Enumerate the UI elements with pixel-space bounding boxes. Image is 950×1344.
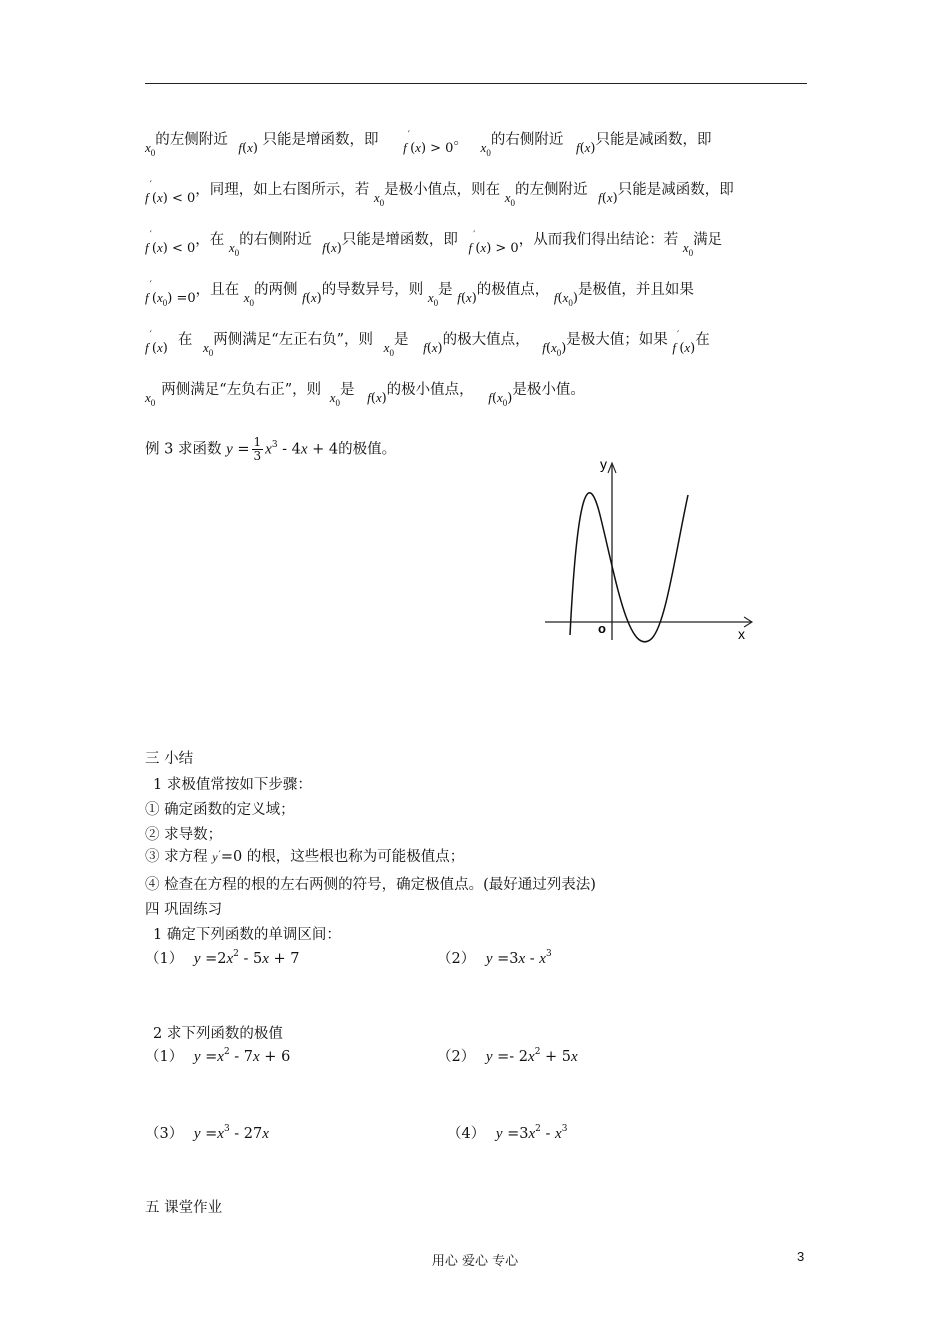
paragraph-line-5: f′(x)在 $x_0$两侧满足“左正右负”，则 $x_0$是 f(x)的极大值点， $f(x_0)$是极大值；如果 f′(x)在 xyxy=(145,330,710,358)
practice-heading: 四 巩固练习 xyxy=(145,902,223,918)
example-3-line: 例 3 求函数 y = $\frac{1}{3}$ $x^3 - 4x + 4$的极值。 xyxy=(145,435,397,463)
summary-heading: 三 小结 xyxy=(145,751,194,767)
paragraph-line-6: $x_0$两侧满足“左负右正”，则 $x_0$是 f(x)的极小值点， $f(x_0)$是极小值。 xyxy=(145,382,585,408)
practice-q2-item-1: （1） $y =x^2 - 7x + 6$ xyxy=(145,1047,291,1065)
summary-step-3: ③ 求方程 y′=0 的根，这些根也称为可能极值点； xyxy=(145,849,465,865)
summary-step-1: ① 确定函数的定义域； xyxy=(145,802,295,818)
page-number: 3 xyxy=(797,1249,805,1264)
curve xyxy=(570,493,688,642)
paragraph-line-1: $x_0$的左侧附近 f(x) 只能是增函数，即 f′(x) > 0。 $x_0$的右侧附近 f(x)只能是减函数，即 xyxy=(145,130,712,158)
practice-q2-item-2: （2） $y =- 2x^2 + 5x$ xyxy=(437,1047,578,1065)
practice-q2-item-4: （4） $y =3x^2 - x^3$ xyxy=(447,1124,568,1142)
homework-heading: 五 课堂作业 xyxy=(145,1200,223,1216)
paragraph-line-2: f′(x) < 0，同理，如上右图所示，若 $x_0$是极小值点，则在 $x_0$的左侧附近 f(x)只能是减函数，即 xyxy=(145,180,734,208)
summary-intro: 1 求极值常按如下步骤： xyxy=(153,777,312,793)
practice-q1: 1 确定下列函数的单调区间： xyxy=(153,927,341,943)
paragraph-line-4: $f'(x_0) =0$，且在 $x_0$的两侧 f(x)的导数异号，则 $x_0$是 f(x)的极值点， $f(x_0)$是极值，并且如果 xyxy=(145,280,694,308)
header-rule xyxy=(145,83,807,84)
x-axis-label: x xyxy=(738,626,745,642)
practice-q2: 2 求下列函数的极值 xyxy=(153,1026,283,1042)
cubic-graph xyxy=(540,455,770,655)
paragraph-line-3: f′(x) < 0，在 $x_0$的右侧附近 f(x)只能是增函数，即 f′(x) > 0，从而我们得出结论：若 $x_0$满足 xyxy=(145,230,723,258)
origin-label: o xyxy=(598,621,606,636)
summary-step-4: ④ 检查在方程的根的左右两侧的符号，确定极值点。(最好通过列表法) xyxy=(145,877,596,893)
y-axis-label: y xyxy=(600,456,607,472)
practice-q1-item-1: （1） $y =2x^2 - 5x + 7$ xyxy=(145,949,300,967)
practice-q2-item-3: （3） $y =x^3 - 27x$ xyxy=(145,1124,269,1142)
summary-step-2: ② 求导数； xyxy=(145,827,223,843)
footer-motto: 用心 爱心 专心 xyxy=(431,1254,519,1269)
practice-q1-item-2: （2） $y =3x - x^3$ xyxy=(437,949,552,967)
